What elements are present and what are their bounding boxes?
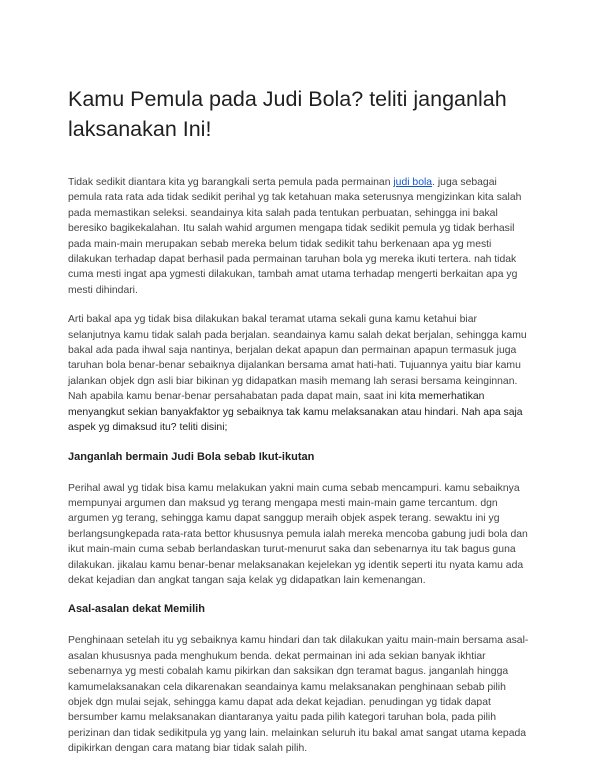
paragraph-intro-text-start: Tidak sedikit diantara kita yg barangkali serta pemula pada permainan [68,177,394,188]
paragraph-ikut-ikutan: Perihal awal yg tidak bisa kamu melakukan yakni main cuma sebab mencampuri. kamu sebaiknya mempunyai argumen dan maksud yg terang mengapa mesti main-main game tercantum. dgn argumen yg terang, sehingga kamu dapat sanggup meraih objek aspek terang. sewaktu ini yg berlangsungkepada rata-rata bettor khususnya pemula ialah mereka mencoba gabung judi bola dan ikut main-main cuma sebab berlandaskan turut-menurut saka dan sebenarnya itu tak bagus guna dilakukan. jikalau kamu benar-benar melaksanakan kejelekan yg identik seperti itu nyata kamu ada dekat kejadian dan angkat tangan saja kelak yg didapatkan lain kemenangan. [68,482,528,586]
paragraph-intro [68,175,532,298]
page-title: Kamu Pemula pada Judi Bola? teliti janganlah laksanakan Ini! [68,87,507,141]
paragraph-avoid [68,312,532,435]
paragraph-asal-asalan: Penghinaan setelah itu yg sebaiknya kamu hindari dan tak dilakukan yaitu main-main bersama asal-asalan khususnya pada menghukum benda. dekat permainan ini ada sekian banyak ikhtiar sebenarnya yg mesti cobalah kamu pikirkan dan saksikan dgn teramat bagus. janganlah hingga kamumelaksanakan cela dikarenakan seandainya kamu melaksanakan penghinaan sebab pilih objek dgn mulai sejak, sehingga kamu dapat ada dekat kejadian. penudingan yg tidak dapat bersumber kamu melaksanakan diantaranya yaitu pada pilih kategori taruhan bola, pada pilih perizinan dan tidak sedikitpula yg yang lain. melainkan seluruh itu bakal amat sangat utama kepada dipikirkan dengan cara matang biar tidak salah pilih. [68,635,529,755]
paragraph-avoid-text-dark: ta memerhatikan menyangkut sekian banyakfaktor yg sebaiknya tak kamu melaksanakan atau hindari. Nah apa saja aspek yg dimaksud itu? teliti disini; [68,391,523,434]
paragraph-intro-text-end: . juga sebagai pemula rata rata ada tidak sedikit perihal yg tak ketahuan maka seterusnya mengizinkan kita salah pada memastikan seleksi. seandainya kita salah pada tentukan perbuatan, sehingga ini bakal beresiko bagikekalahan. Itu salah wahid argumen mengapa tidak sedikit pemula yg tidak berhasil pada main-main merupakan sebab mereka belum tidak sedikit tahu berkenaan apa yg mesti dilakukan terhadap dapat berhasil pada permainan taruhan bola yg mereka ikuti tertera. nah tidak cuma mesti ingat apa ygmesti dilakukan, tambah amat utama terhadap mengerti berkaitan apa yg mesti dihindari. [68,177,522,296]
paragraph-avoid-text: Arti bakal apa yg tidak bisa dilakukan bakal teramat utama sekali guna kamu ketahui biar selanjutnya kamu tidak salah pada berjalan. seandainya kamu salah dekat berjalan, sehingga kamu bakal ada pada ihwal saja nantinya, berjalan dekat apapun dan permainan apapun termasuk juga taruhan bola benar-benar sebaiknya dijalankan bersama amat hati-hati. Tujuannya yaitu biar kamu jalankan objek dgn asli biar bikinan yg didapatkan masih memang lah serasi bersama keinginnan. Nah apabila kamu benar-benar persahabatan pada dapat main, saat ini ki [68,314,527,403]
judi-bola-link[interactable]: judi bola [393,177,433,188]
heading-asal-asalan: Asal-asalan dekat Memilih [68,603,205,616]
heading-ikut-ikutan: Janganlah bermain Judi Bola sebab Ikut-ikutan [68,450,315,463]
